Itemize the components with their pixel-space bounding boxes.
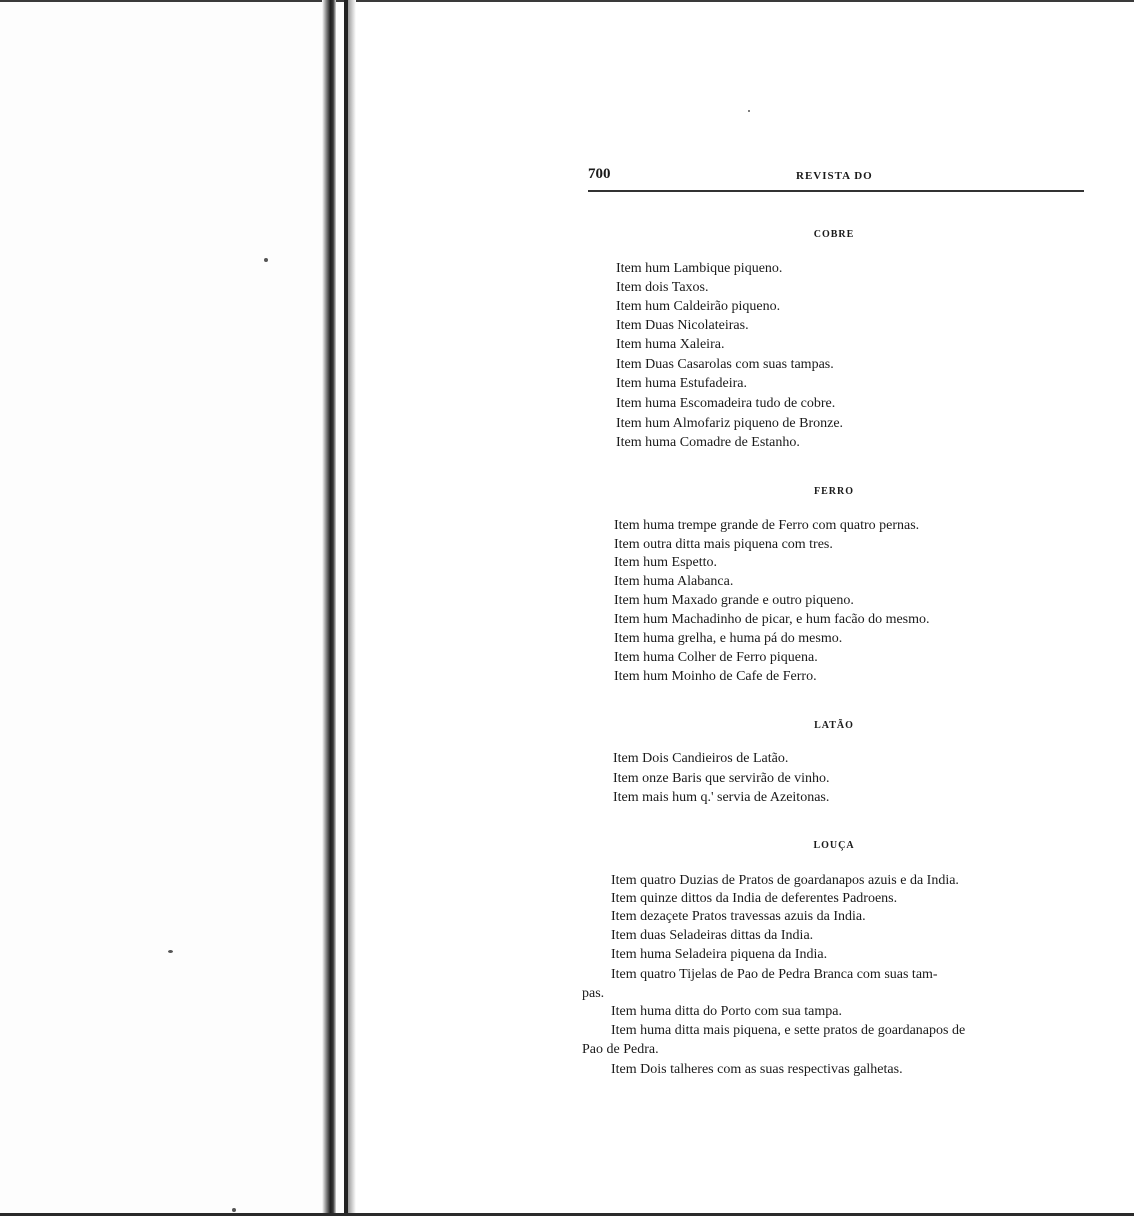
list-item: Item huma Escomadeira tudo de cobre. — [616, 396, 836, 411]
list-item: Item quatro Duzias de Pratos de goardanapos azuis e da India. — [611, 873, 959, 888]
section-title-cobre: COBRE — [813, 229, 855, 240]
list-item: Item onze Baris que servirão de vinho. — [613, 771, 830, 786]
book-gutter-shadow — [322, 0, 336, 1216]
list-item: Item Duas Nicolateiras. — [616, 318, 749, 333]
book-gutter-fade — [348, 0, 356, 1216]
list-item: Item Duas Casarolas com suas tampas. — [616, 357, 834, 372]
list-item: Item quinze dittos da India de deferentes Padroens. — [611, 891, 898, 906]
section-title-ferro: FERRO — [814, 486, 854, 497]
list-item: Item quatro Tijelas de Pao de Pedra Branca com suas tam- — [611, 967, 938, 982]
list-item: Item huma trempe grande de Ferro com quatro pernas. — [614, 518, 920, 533]
speck — [168, 950, 173, 953]
list-item: Item outra ditta mais piquena com tres. — [614, 537, 833, 552]
list-item: Item hum Caldeirão piqueno. — [616, 299, 781, 314]
list-item: Item huma Estufadeira. — [616, 376, 748, 391]
header-rule — [588, 190, 1084, 192]
list-item-continuation: pas. — [582, 986, 605, 1001]
list-item: Item huma ditta do Porto com sua tampa. — [611, 1004, 842, 1019]
running-head — [588, 166, 1084, 188]
list-item: Item huma Alabanca. — [614, 574, 734, 589]
speck — [748, 110, 750, 112]
page-number: 700 — [588, 166, 611, 182]
list-item: Item hum Almofariz piqueno de Bronze. — [616, 416, 844, 431]
journal-title: REVISTA DO — [796, 170, 873, 182]
list-item: Item duas Seladeiras dittas da India. — [611, 928, 814, 943]
list-item: Item huma ditta mais piquena, e sette pratos de goardanapos de — [611, 1023, 966, 1038]
list-item: Item dois Taxos. — [616, 280, 709, 295]
list-item: Item huma Seladeira piquena da India. — [611, 947, 828, 962]
list-item: Item mais hum q.' servia de Azeitonas. — [613, 790, 830, 805]
section-title-latao: LATÃO — [814, 720, 854, 731]
list-item: Item Dois Candieiros de Latão. — [613, 751, 789, 766]
top-edge — [0, 0, 1134, 2]
list-item: Item hum Maxado grande e outro piqueno. — [614, 593, 854, 608]
list-item: Item hum Lambique piqueno. — [616, 261, 783, 276]
speck — [232, 1208, 236, 1212]
left-page — [0, 0, 340, 1216]
list-item: Item hum Machadinho de picar, e hum facão do mesmo. — [614, 612, 930, 627]
section-title-louca: LOUÇA — [813, 840, 855, 851]
list-item: Item Dois talheres com as suas respectivas galhetas. — [611, 1062, 903, 1077]
list-item: Item hum Espetto. — [614, 555, 718, 570]
list-item-continuation: Pao de Pedra. — [582, 1042, 659, 1057]
list-item: Item huma Comadre de Estanho. — [616, 435, 800, 450]
list-item: Item huma Colher de Ferro piquena. — [614, 650, 818, 665]
list-item: Item huma Xaleira. — [616, 337, 725, 352]
list-item: Item dezaçete Pratos travessas azuis da India. — [611, 909, 866, 924]
speck — [264, 258, 268, 262]
list-item: Item huma grelha, e huma pá do mesmo. — [614, 631, 843, 646]
list-item: Item hum Moinho de Cafe de Ferro. — [614, 669, 817, 684]
